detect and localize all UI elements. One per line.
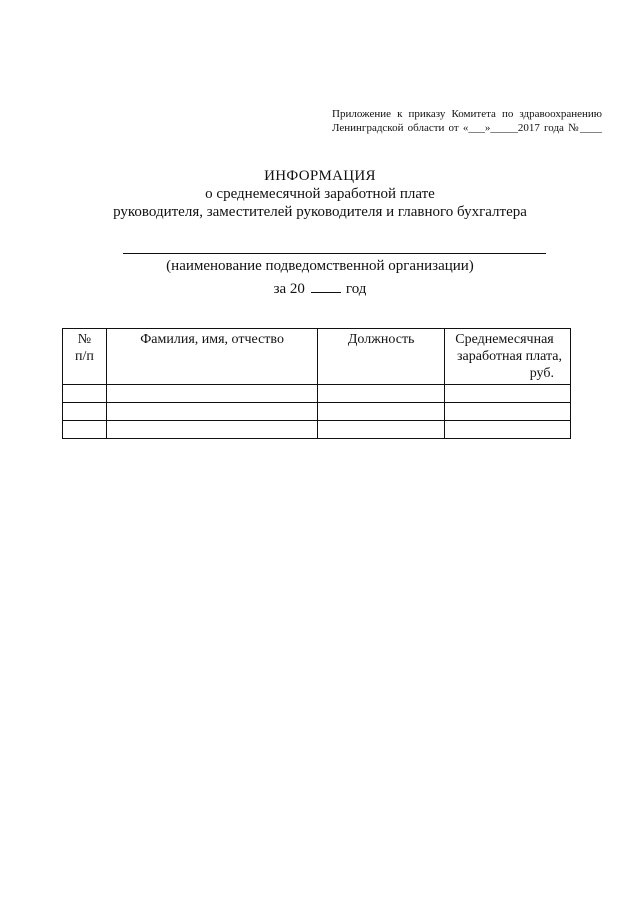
cell-salary[interactable]: [445, 385, 571, 403]
table-header-row: [63, 329, 571, 385]
header-number-line-1: №: [77, 332, 92, 347]
header-salary-line-2: заработная плата,: [457, 349, 562, 364]
cell-number[interactable]: [63, 385, 107, 403]
header-number: [63, 329, 107, 385]
header-salary-line-1: Среднемесячная: [455, 332, 554, 347]
cell-salary[interactable]: [445, 403, 571, 421]
appendix-note: [332, 107, 602, 135]
cell-salary[interactable]: [445, 421, 571, 439]
cell-position[interactable]: [318, 421, 445, 439]
header-average-salary: [445, 329, 571, 385]
title-block: [0, 167, 640, 221]
organization-name-line[interactable]: [123, 253, 546, 254]
year-suffix: год: [345, 281, 367, 297]
appendix-line-2: Ленинградской области от «___»_____2017 года №____: [332, 122, 602, 134]
header-salary-line-3: руб.: [529, 366, 554, 381]
appendix-line-1: Приложение к приказу Комитета по здравоохранению: [332, 108, 602, 120]
document-subtitle-2: руководителя, заместителей руководителя и главного бухгалтера: [113, 204, 527, 220]
table-row: [63, 385, 571, 403]
year-prefix: за 20: [273, 281, 305, 297]
year-line: [0, 280, 640, 298]
document-subtitle-1: о среднемесячной заработной плате: [205, 186, 435, 202]
cell-full-name[interactable]: [106, 385, 317, 403]
cell-full-name[interactable]: [106, 421, 317, 439]
header-full-name: Фамилия, имя, отчество: [106, 329, 317, 385]
table-row: [63, 403, 571, 421]
document-title: ИНФОРМАЦИЯ: [264, 168, 376, 184]
cell-position[interactable]: [318, 385, 445, 403]
cell-number[interactable]: [63, 403, 107, 421]
cell-full-name[interactable]: [106, 403, 317, 421]
header-position: Должность: [318, 329, 445, 385]
cell-position[interactable]: [318, 403, 445, 421]
header-number-line-2: п/п: [75, 349, 94, 364]
organization-caption: (наименование подведомственной организации): [166, 258, 474, 274]
salary-info-table: [62, 328, 571, 439]
year-blank[interactable]: [311, 280, 341, 293]
cell-number[interactable]: [63, 421, 107, 439]
table-row: [63, 421, 571, 439]
